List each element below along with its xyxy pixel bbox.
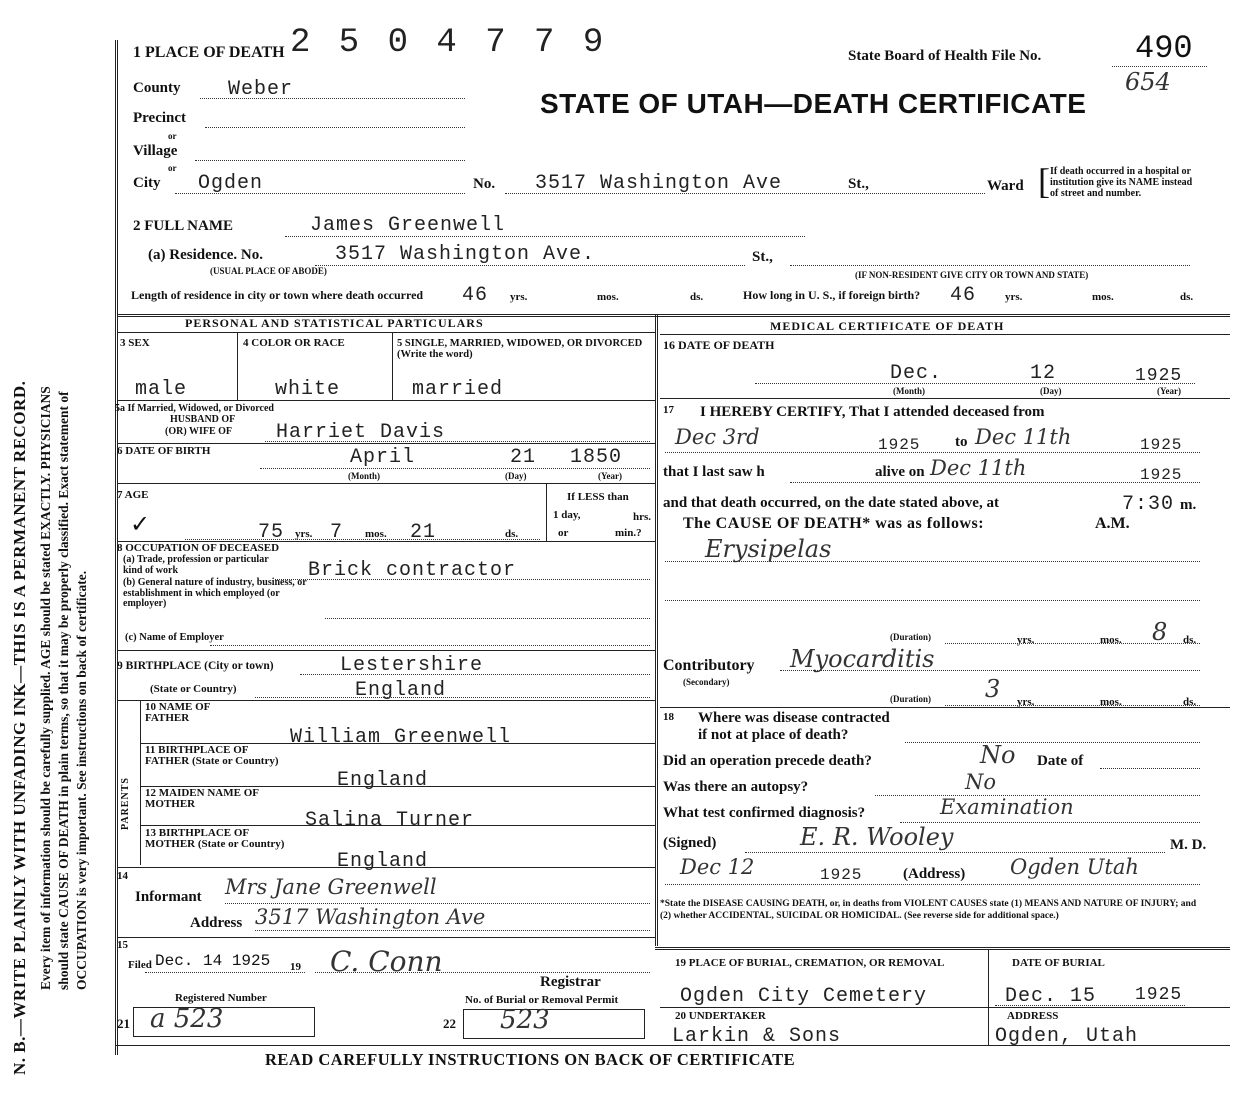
birthplace-label: 9 BIRTHPLACE (City or town) (117, 660, 274, 672)
dod-day-lbl: (Day) (1040, 386, 1062, 396)
filed-19-lbl: 19 (290, 961, 301, 973)
full-name-line (285, 236, 805, 237)
age-ds-lbl: ds. (505, 528, 519, 540)
burial-place-label: 19 PLACE OF BURIAL, CREMATION, OR REMOVAL (675, 957, 945, 969)
street-line (505, 193, 985, 194)
margin-line-4: OCCUPATION is very important. See instructions on back of certificate. (74, 570, 89, 990)
marital-value: married (412, 378, 504, 401)
birthplace-country: England (355, 679, 447, 702)
cause-line-2 (665, 600, 1200, 601)
father-birthplace: England (337, 769, 429, 792)
cause-duration-lbl: (Duration) (890, 632, 931, 642)
ward-note: If death occurred in a hospital or institution give its NAME instead of street and number. (1050, 166, 1193, 199)
burial-permit-label: No. of Burial or Removal Permit (465, 994, 619, 1006)
father-label: 10 NAME OF FATHER (145, 701, 210, 724)
row-line-5 (117, 650, 655, 651)
length-residence-yrs: 46 (462, 284, 489, 307)
med-row-line-3 (655, 947, 1230, 950)
sign-address: Ogden Utah (1010, 855, 1139, 879)
margin-line-2: Every item of information should be carefully supplied. AGE should be stated EXACTLY. PHYSICIANS (38, 386, 53, 990)
attended-year-2: 1925 (1140, 436, 1183, 454)
full-name: James Greenwell (310, 214, 506, 237)
age-divider (546, 483, 547, 541)
informant-address: 3517 Washington Ave (255, 905, 486, 929)
age-yrs-lbl: yrs. (295, 528, 313, 540)
age-days: 21 (410, 521, 437, 544)
precinct-label: Precinct (133, 110, 187, 126)
attended-year-1: 1925 (878, 436, 921, 454)
dob-line (260, 468, 650, 469)
nonresident-note: (IF NON-RESIDENT GIVE CITY OR TOWN AND STATE) (855, 270, 1089, 280)
residence-st-label: St., (752, 249, 773, 265)
street-address: 3517 Washington Ave (535, 172, 783, 195)
permit-number: 523 (500, 1005, 550, 1035)
dob-year-lbl: (Year) (598, 471, 622, 481)
undertaker: Larkin & Sons (672, 1025, 842, 1048)
contrib-yrs-lbl: yrs. (1017, 696, 1035, 708)
sex-value: male (135, 378, 188, 401)
burial-divider (988, 949, 989, 1045)
how-long-label: How long in U. S., if foreign birth? (743, 288, 921, 302)
undertaker-address: Ogden, Utah (995, 1025, 1139, 1048)
q18-line (905, 742, 1200, 743)
age-line (185, 539, 540, 540)
margin-line-1: N. B.—WRITE PLAINLY WITH UNFADING INK—THIS IS A PERMANENT RECORD. (10, 380, 29, 1075)
death-time: 7:30 (1122, 493, 1175, 516)
color-value: white (275, 378, 341, 401)
to-label: to (955, 434, 968, 450)
spouse-line (265, 441, 650, 442)
operation-value: No (980, 741, 1016, 769)
page-title: STATE OF UTAH—DEATH CERTIFICATE (540, 88, 1087, 119)
age-years: 75 (258, 521, 285, 544)
spouse-label-1: 5a If Married, Widowed, or Divorced (115, 403, 274, 414)
ward-brace: [ (1038, 161, 1050, 201)
informant-line (225, 903, 650, 904)
county-value: Weber (228, 78, 294, 101)
street-st-label: St., (848, 176, 869, 192)
cause-label: The CAUSE OF DEATH* was as follows: (683, 515, 985, 532)
filed-number: 15 (117, 939, 128, 951)
filed-date: Dec. 14 1925 (155, 952, 271, 970)
test-question: What test confirmed diagnosis? (663, 805, 866, 821)
precinct-line (205, 127, 465, 128)
color-label: 4 COLOR OR RACE (243, 337, 345, 349)
last-saw-year: 1925 (1140, 466, 1183, 484)
color-divider (392, 333, 393, 400)
center-divider (655, 314, 658, 946)
ds-label-2: ds. (1180, 291, 1194, 303)
father-name: William Greenwell (290, 726, 512, 749)
burial-date-label: DATE OF BURIAL (1012, 957, 1105, 969)
cause-yrs-lbl: yrs. (1017, 634, 1035, 646)
informant-address-line (255, 930, 650, 931)
file-no: 490 (1135, 30, 1193, 67)
row-line-2 (117, 443, 655, 444)
residence-line (315, 265, 745, 266)
row-line-10 (117, 867, 655, 868)
occupation-label: 8 OCCUPATION OF DECEASED (117, 542, 280, 554)
age-label: 7 AGE (117, 489, 149, 501)
registrar-signature: C. Conn (330, 945, 443, 978)
dob-month-lbl: (Month) (348, 471, 380, 481)
secondary-lbl: (Secondary) (683, 677, 730, 687)
mother-birthplace: England (337, 850, 429, 873)
footer-instructions: READ CAREFULLY INSTRUCTIONS ON BACK OF CERTIFICATE (265, 1050, 796, 1069)
dod-year: 1925 (1135, 366, 1183, 386)
city-line (175, 193, 465, 194)
no-label: No. (473, 176, 496, 192)
residence-line-2 (790, 265, 1190, 266)
ds-label-1: ds. (690, 291, 704, 303)
footnote: *State the DISEASE CAUSING DEATH, or, in deaths from VIOLENT CAUSES state (1) MEANS AND NATURE OF INJURY; and (2) whether ACCIDENTAL, SUICIDAL OR HOMICIDAL. (See reverse side for additional space.) (660, 899, 1197, 921)
signature-line (745, 852, 1165, 853)
row-line-9 (140, 825, 655, 826)
dob-day-lbl: (Day) (505, 471, 527, 481)
or-1: or (168, 131, 177, 141)
date-of-line (1100, 768, 1200, 769)
or-lbl: or (558, 527, 569, 539)
registrar-line (315, 972, 650, 973)
cause-duration-ds: 8 (1152, 618, 1168, 646)
death-occurred-text: and that death occurred, on the date stated above, at (663, 495, 999, 511)
yrs-label-2: yrs. (1005, 291, 1023, 303)
dob-month: April (350, 446, 416, 469)
autopsy-question: Was there an autopsy? (663, 779, 809, 795)
sign-address-label: (Address) (903, 866, 966, 882)
autopsy-value: No (965, 770, 997, 794)
dod-line (755, 383, 1195, 384)
occupation-b-label: (b) General nature of industry, business, or establishment in which employed (or employer) (123, 577, 307, 609)
length-residence-label: Length of residence in city or town where death occurred (131, 288, 424, 302)
contrib-ds-lbl: ds. (1183, 696, 1197, 708)
q18-number: 18 (663, 711, 674, 723)
employer-label: (c) Name of Employer (125, 632, 224, 643)
occupation-line (275, 579, 650, 580)
mos-label-2: mos. (1092, 291, 1114, 303)
parents-label: PARENTS (120, 777, 131, 830)
reg-number-label: Registered Number (175, 992, 267, 1004)
sign-year: 1925 (820, 866, 863, 884)
informant-address-label: Address (190, 915, 243, 931)
dod-month: Dec. (890, 362, 943, 385)
personal-heading: PERSONAL AND STATISTICAL PARTICULARS (185, 316, 484, 330)
occupation-value: Brick contractor (308, 559, 517, 582)
dod-label: 16 DATE OF DEATH (663, 338, 775, 352)
undertaker-address-label: ADDRESS (1007, 1010, 1059, 1022)
burial-date: Dec. 15 (1005, 985, 1097, 1008)
dob-label: 6 DATE OF BIRTH (117, 445, 211, 457)
cause-mos-lbl: mos. (1100, 634, 1122, 646)
spouse-label-3: (OR) WIFE OF (165, 426, 233, 437)
reg-number: a 523 (150, 1004, 224, 1034)
reg-number-box-label: 21 (117, 1016, 130, 1031)
file-no-handwritten: 654 (1125, 68, 1171, 96)
mother-bp-label: 13 BIRTHPLACE OF MOTHER (State or Country) (145, 827, 285, 850)
cause-duration-line (945, 643, 1200, 644)
sign-date: Dec 12 (680, 855, 755, 879)
contrib-duration-lbl: (Duration) (890, 694, 931, 704)
full-name-label: 2 FULL NAME (133, 218, 234, 234)
city-label: City (133, 175, 161, 191)
state-country-label: (State or Country) (150, 683, 237, 695)
county-line (200, 98, 465, 99)
last-saw-line (790, 482, 1200, 483)
residence-value: 3517 Washington Ave. (335, 243, 596, 266)
medical-heading-line (660, 334, 1230, 335)
q18-text-2: if not at place of death? (698, 727, 849, 743)
mother-name: Salina Turner (305, 809, 475, 832)
marital-label: 5 SINGLE, MARRIED, WIDOWED, OR DIVORCED (Write the word) (397, 338, 643, 360)
cause-line-1 (665, 561, 1200, 562)
personal-heading-line (117, 332, 655, 333)
mother-label: 12 MAIDEN NAME OF MOTHER (145, 787, 259, 810)
dod-day: 12 (1030, 362, 1057, 385)
med-row-line-4 (660, 1007, 1230, 1008)
operation-question: Did an operation precede death? (663, 753, 872, 769)
dob-day: 21 (510, 446, 537, 469)
last-saw-date: Dec 11th (930, 456, 1027, 480)
file-no-label: State Board of Health File No. (848, 48, 1042, 64)
contributory-label: Contributory (663, 657, 755, 674)
cause-ds-lbl: ds. (1183, 634, 1197, 646)
filed-line (145, 972, 305, 973)
parents-divider (140, 700, 141, 865)
yrs-label-1: yrs. (510, 291, 528, 303)
occupation-line-2 (325, 618, 650, 619)
dob-year: 1850 (570, 446, 623, 469)
signature: E. R. Wooley (800, 823, 954, 851)
spouse-value: Harriet Davis (276, 421, 446, 444)
county-label: County (133, 80, 181, 96)
date-of-label: Date of (1037, 753, 1084, 769)
sex-divider (237, 333, 238, 400)
sign-date-line (665, 884, 1200, 885)
less-than-lbl: If LESS than (567, 491, 629, 503)
burial-date-line (995, 1005, 1185, 1006)
attended-to: Dec 11th (975, 425, 1072, 449)
how-long-yrs: 46 (950, 284, 977, 307)
one-day-lbl: 1 day, (553, 509, 581, 521)
village-label: Village (133, 143, 178, 159)
age-months: 7 (330, 521, 344, 544)
birthplace-country-line (255, 697, 650, 698)
village-line (195, 160, 465, 161)
city-value: Ogden (198, 172, 264, 195)
signed-label: (Signed) (663, 835, 717, 851)
contrib-duration-line (945, 705, 1200, 706)
certify-text: I HEREBY CERTIFY, That I attended deceased from (700, 404, 1045, 420)
test-value: Examination (940, 795, 1074, 819)
certificate-number: 2 5 0 4 7 7 9 (290, 24, 608, 62)
birthplace-line (300, 674, 650, 675)
burial-place: Ogden City Cemetery (680, 985, 928, 1008)
cause-value: Erysipelas (705, 535, 832, 563)
med-row-line-1 (660, 398, 1230, 399)
filed-label: Filed (128, 959, 152, 971)
m-label: m. (1180, 497, 1197, 513)
or-2: or (168, 163, 177, 173)
contributory-line (780, 670, 1200, 671)
certify-number: 17 (663, 404, 674, 416)
mos-label-1: mos. (597, 291, 619, 303)
contrib-duration-yrs: 3 (985, 675, 1001, 703)
informant-number: 14 (117, 870, 128, 882)
permit-number-box (463, 1009, 645, 1039)
spouse-label-2: HUSBAND OF (170, 414, 236, 425)
medical-heading: MEDICAL CERTIFICATE OF DEATH (770, 319, 1005, 333)
row-line-3 (117, 483, 655, 484)
md-label: M. D. (1170, 837, 1207, 853)
undertaker-label: 20 UNDERTAKER (675, 1010, 766, 1022)
row-line-11 (117, 937, 655, 938)
residence-label: (a) Residence. No. (148, 247, 263, 263)
dod-year-lbl: (Year) (1157, 386, 1181, 396)
min-lbl: min.? (615, 527, 642, 539)
attended-from: Dec 3rd (675, 425, 760, 449)
contributory-value: Myocarditis (790, 645, 935, 673)
contrib-mos-lbl: mos. (1100, 696, 1122, 708)
occupation-a-label: (a) Trade, profession or particular kind of work (123, 554, 269, 576)
usual-place-label: (USUAL PLACE OF ABODE) (210, 266, 327, 276)
alive-text: alive on (875, 464, 925, 480)
place-of-death-label: 1 PLACE OF DEATH (133, 44, 285, 61)
employer-line (210, 645, 650, 646)
hrs-lbl: hrs. (633, 511, 652, 523)
birthplace-city: Lestershire (340, 654, 484, 677)
father-bp-label: 11 BIRTHPLACE OF FATHER (State or Country) (145, 744, 279, 767)
informant-name: Mrs Jane Greenwell (225, 875, 437, 899)
registrar-label: Registrar (540, 974, 601, 990)
file-no-line (1112, 66, 1207, 67)
med-row-line-2 (660, 707, 1230, 708)
attended-line (665, 452, 1200, 453)
last-saw-text: that I last saw h (663, 464, 765, 480)
sex-label: 3 SEX (120, 337, 150, 349)
q18-text: Where was disease contracted (698, 710, 890, 726)
informant-label: Informant (135, 889, 202, 905)
age-mos-lbl: mos. (365, 528, 387, 540)
dod-month-lbl: (Month) (893, 386, 925, 396)
am-label: A.M. (1095, 515, 1130, 532)
ward-label: Ward (987, 178, 1024, 194)
permit-box-label: 22 (443, 1016, 456, 1031)
row-line-1 (117, 400, 655, 401)
margin-line-3: should state CAUSE OF DEATH in plain terms, so that it may be properly classified. Exact statement of (56, 391, 71, 990)
age-checkmark: ✓ (130, 512, 151, 538)
burial-year: 1925 (1135, 985, 1183, 1005)
